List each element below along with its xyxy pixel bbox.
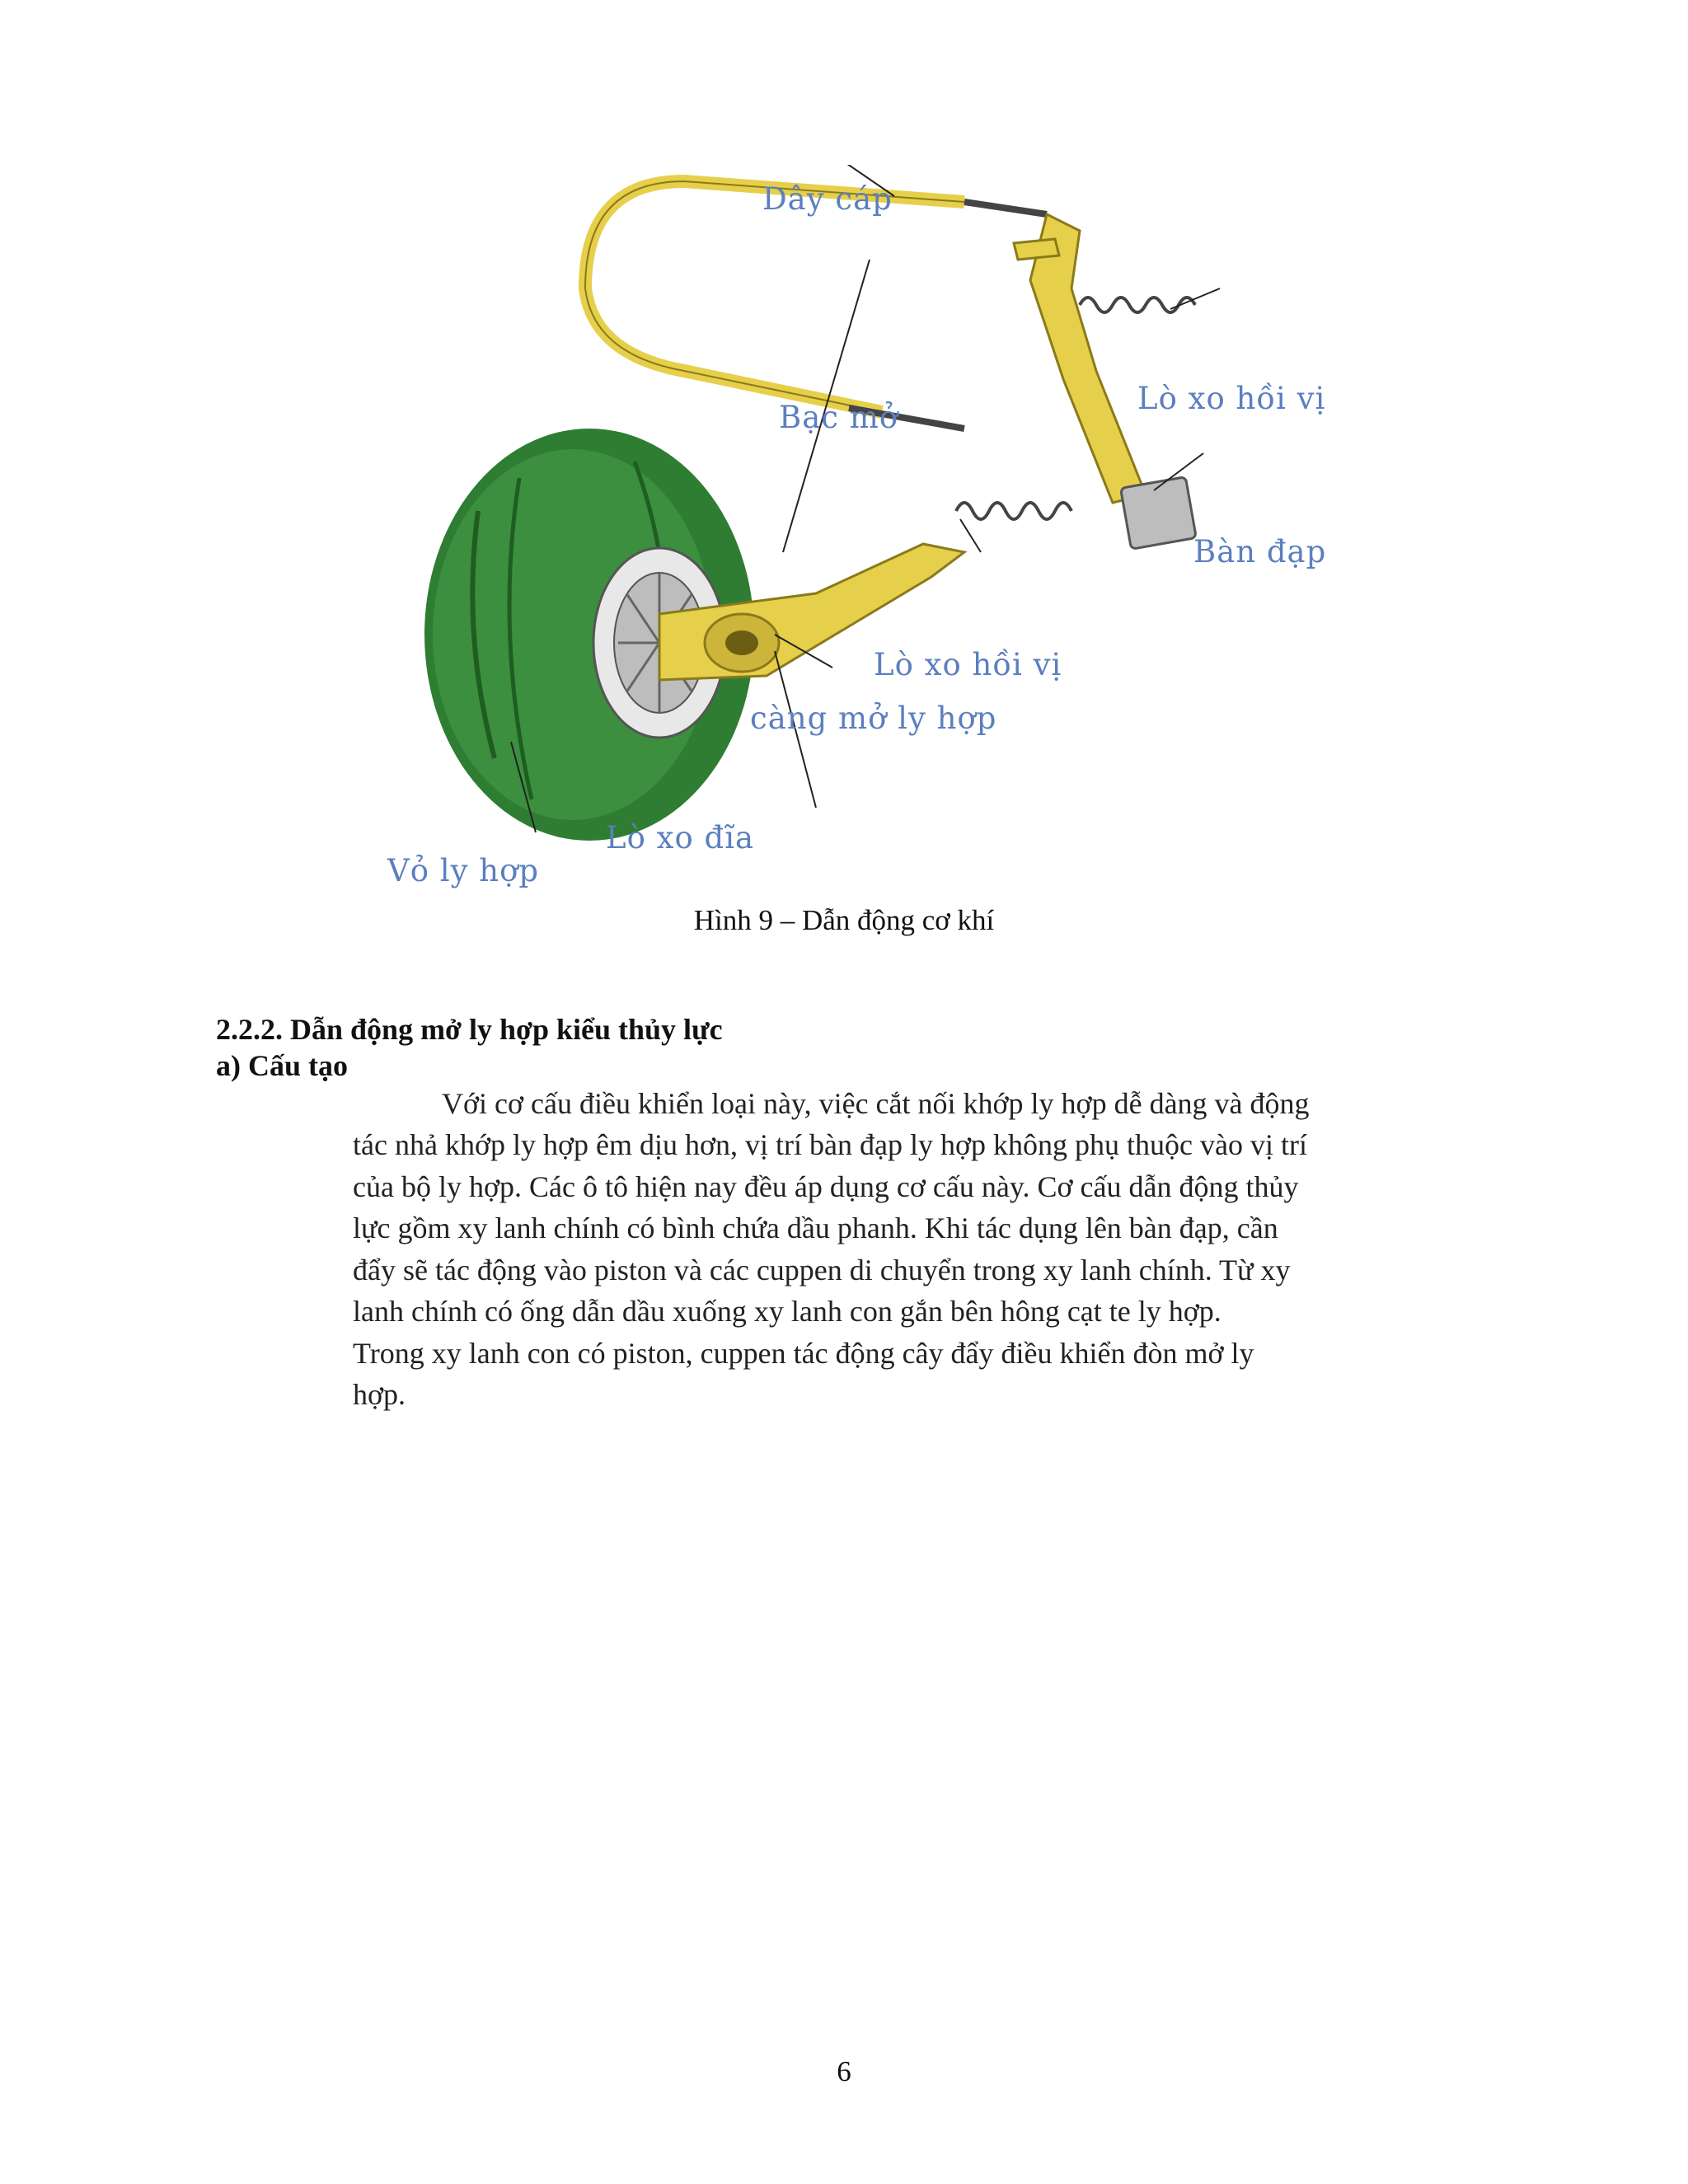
label-release-fork: càng mở ly hợp bbox=[750, 701, 997, 736]
label-release-bearing: Bạc mở bbox=[779, 400, 899, 435]
section-heading: 2.2.2. Dẫn động mở ly hợp kiểu thủy lực bbox=[216, 1013, 723, 1046]
label-pedal: Bàn đạp bbox=[1193, 534, 1327, 569]
page-number: 6 bbox=[837, 2055, 851, 2088]
paragraph-line: Với cơ cấu điều khiển loại này, việc cắt nối khớp ly hợp dễ dàng và động bbox=[442, 1087, 1310, 1120]
paragraph-line: hợp. bbox=[353, 1378, 406, 1411]
paragraph-line: của bộ ly hợp. Các ô tô hiện nay đều áp dụng cơ cấu này. Cơ cấu dẫn động thủy bbox=[353, 1170, 1299, 1203]
paragraph-line: tác nhả khớp ly hợp êm dịu hơn, vị trí bàn đạp ly hợp không phụ thuộc vào vị trí bbox=[353, 1128, 1307, 1161]
label-disc-spring: Lò xo đĩa bbox=[606, 820, 755, 855]
label-cable: Dây cáp bbox=[762, 181, 893, 217]
paragraph-line: Trong xy lanh con có piston, cuppen tác động cây đẩy điều khiển đòn mở ly bbox=[353, 1337, 1254, 1370]
paragraph-line: lực gồm xy lanh chính có bình chứa dầu phanh. Khi tác dụng lên bàn đạp, cần bbox=[353, 1212, 1278, 1244]
paragraph-line: đẩy sẽ tác động vào piston và các cuppen di chuyển trong xy lanh chính. Từ xy bbox=[353, 1254, 1291, 1286]
label-return-spring-bottom: Lò xo hồi vị bbox=[874, 647, 1062, 682]
sub-heading: a) Cấu tạo bbox=[216, 1049, 348, 1082]
upper-spring-drawing bbox=[1080, 298, 1195, 312]
cable-drawing bbox=[585, 181, 1047, 429]
label-clutch-housing: Vỏ ly hợp bbox=[387, 853, 540, 888]
clutch-linkage-figure bbox=[387, 165, 1409, 907]
paragraph-line: lanh chính có ống dẫn dầu xuống xy lanh con gắn bên hông cạt te ly hợp. bbox=[353, 1295, 1221, 1328]
lower-spring-drawing bbox=[956, 503, 1071, 519]
figure-caption: Hình 9 – Dẫn động cơ khí bbox=[693, 904, 995, 936]
label-return-spring-top: Lò xo hồi vị bbox=[1137, 381, 1326, 416]
